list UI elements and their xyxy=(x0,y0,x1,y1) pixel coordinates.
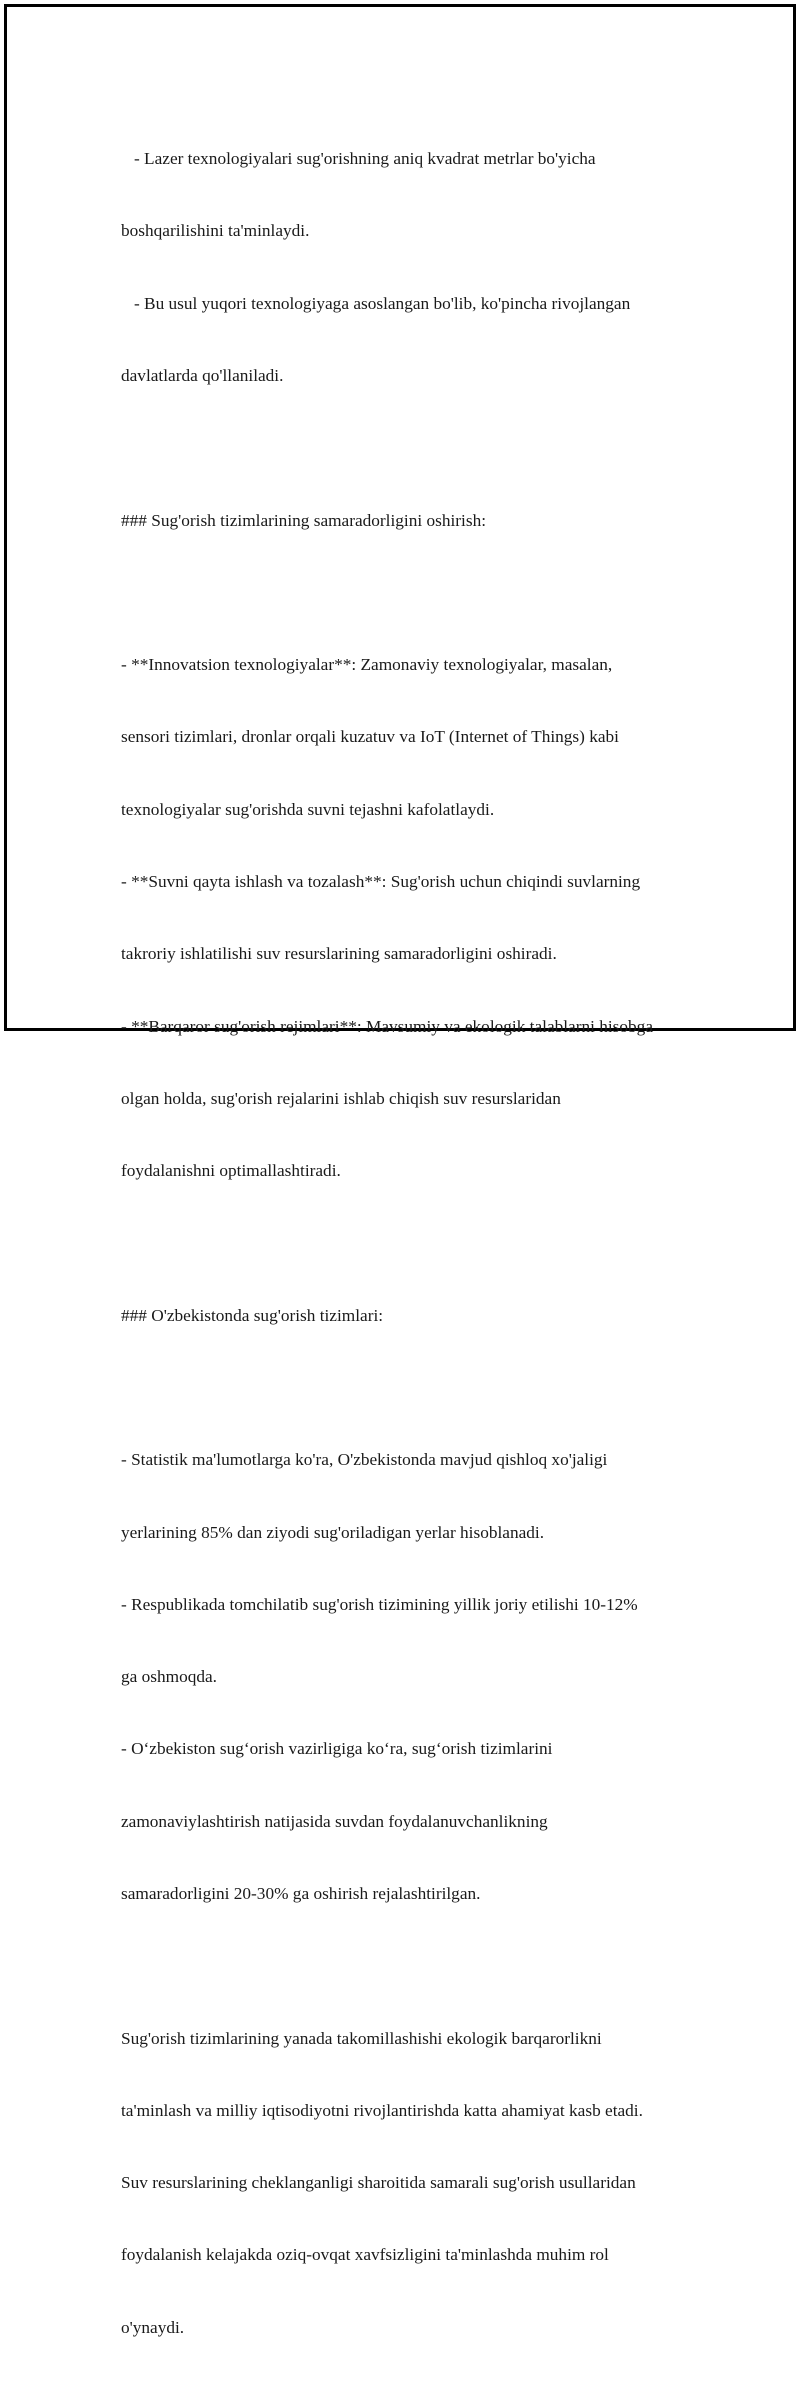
text-line: o'ynaydi. xyxy=(121,2317,185,2337)
text-line: - Respublikada tomchilatib sug'orish tizimining yillik joriy etilishi 10-12% xyxy=(121,1594,638,1614)
text-line: ta'minlash va milliy iqtisodiyotni rivojlantirishda katta ahamiyat kasb etadi. xyxy=(121,2100,643,2120)
blank-line xyxy=(121,1231,706,1255)
text-line: - **Innovatsion texnologiyalar**: Zamonaviy texnologiyalar, masalan, xyxy=(121,655,613,675)
text-line: texnologiyalar sug'orishda suvni tejashni kafolatlaydi. xyxy=(121,799,495,819)
blank-line xyxy=(121,436,706,460)
text-line: foydalanish kelajakda oziq-ovqat xavfsizligini ta'minlashda muhim rol xyxy=(121,2245,609,2265)
blank-line xyxy=(121,1954,706,1978)
text-line: davlatlarda qo'llaniladi. xyxy=(121,366,284,386)
blank-line xyxy=(121,581,706,605)
text-line: sensori tizimlari, dronlar orqali kuzatuv va IoT (Internet of Things) kabi xyxy=(121,727,619,747)
text-line: - Statistik ma'lumotlarga ko'ra, O'zbekistonda mavjud qishloq xo'jaligi xyxy=(121,1450,608,1470)
text-line: Sug'orish tizimlarining yanada takomillashishi ekologik barqarorlikni xyxy=(121,2028,602,2048)
text-line: - **Barqaror sug'orish rejimlari**: Mavsumiy va ekologik talablarni hisobga xyxy=(121,1016,653,1036)
text-line: yerlarining 85% dan ziyodi sug'oriladigan yerlar hisoblanadi. xyxy=(121,1522,545,1542)
blank-line xyxy=(121,1376,706,1400)
text-line: ga oshmoqda. xyxy=(121,1667,217,1687)
section-heading: ### O'zbekistonda sug'orish tizimlari: xyxy=(121,1305,384,1325)
text-line: takroriy ishlatilishi suv resurslarining samaradorligini oshiradi. xyxy=(121,944,557,964)
text-line: - **Suvni qayta ishlash va tozalash**: Sug'orish uchun chiqindi suvlarning xyxy=(121,872,641,891)
section-heading: ### Sug'orish tizimlarining samaradorligini oshirish: xyxy=(121,510,487,530)
text-line: zamonaviylashtirish natijasida suvdan foydalanuvchanlikning xyxy=(121,1811,548,1831)
text-line: foydalanishni optimallashtiradi. xyxy=(121,1161,341,1181)
text-line: boshqarilishini ta'minlaydi. xyxy=(121,221,310,241)
document-body xyxy=(121,99,706,2388)
text-line: Suv resurslarining cheklanganligi sharoitida samarali sug'orish usullaridan xyxy=(121,2173,636,2193)
text-line: - O‘zbekiston sug‘orish vazirligiga ko‘ra, sug‘orish tizimlarini xyxy=(121,1739,553,1759)
text-line: olgan holda, sug'orish rejalarini ishlab chiqish suv resurslaridan xyxy=(121,1088,561,1108)
text-line: - Bu usul yuqori texnologiyaga asoslangan bo'lib, ko'pincha rivojlangan xyxy=(121,293,631,313)
page-frame xyxy=(4,4,796,2337)
text-line: samaradorligini 20-30% ga oshirish rejalashtirilgan. xyxy=(121,1883,481,1903)
text-line: - Lazer texnologiyalari sug'orishning aniq kvadrat metrlar bo'yicha xyxy=(121,149,596,169)
